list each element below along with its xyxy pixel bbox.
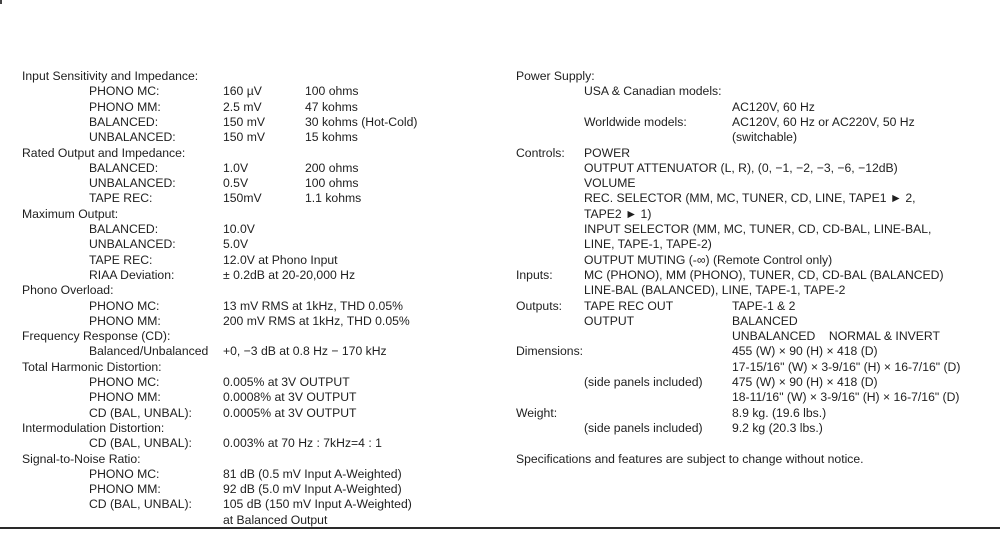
spec-heading: Total Harmonic Distortion: [22, 360, 162, 374]
spec-impedance: 47 kohms [305, 100, 358, 114]
spec-line: Dimensions: [516, 344, 584, 358]
spec-value: 92 dB (5.0 mV Input A-Weighted) [223, 482, 402, 496]
spec-value: 150 mV [223, 130, 266, 144]
spec-line: AC120V, 60 Hz [732, 100, 815, 114]
spec-heading: Input Sensitivity and Impedance: [22, 69, 199, 83]
spec-line: USA & Canadian models: [584, 84, 722, 98]
spec-value: 0.0008% at 3V OUTPUT [223, 390, 357, 404]
spec-line: Weight: [516, 406, 558, 420]
spec-heading: Signal-to-Noise Ratio: [22, 452, 141, 466]
spec-line: BALANCED [732, 314, 798, 328]
spec-line: OUTPUT ATTENUATOR (L, R), (0, −1, −2, −3, −6, −12dB) [584, 161, 898, 175]
spec-impedance: 30 kohms (Hot-Cold) [305, 115, 418, 129]
spec-impedance: 1.1 kohms [305, 191, 362, 205]
spec-value: +0, −3 dB at 0.8 Hz − 170 kHz [223, 344, 387, 358]
spec-heading: Frequency Response (CD): [22, 329, 171, 343]
spec-line: 475 (W) × 90 (H) × 418 (D) [732, 375, 878, 389]
spec-value: 2.5 mV [223, 100, 262, 114]
spec-line: UNBALANCED NORMAL & INVERT [732, 329, 940, 343]
spec-line: POWER [584, 146, 631, 160]
spec-value: 105 dB (150 mV Input A-Weighted) [223, 497, 412, 511]
spec-line: 17-15/16" (W) × 3-9/16" (H) × 16-7/16" (D) [732, 360, 961, 374]
spec-heading: Maximum Output: [22, 207, 119, 221]
spec-value: 10.0V [223, 222, 255, 236]
corner-mark [0, 0, 2, 4]
spec-value: 1.0V [223, 161, 249, 175]
spec-label: PHONO MC: [89, 467, 160, 481]
bottom-rule [0, 527, 1000, 529]
spec-value: ± 0.2dB at 20-20,000 Hz [223, 268, 356, 282]
spec-line: 18-11/16" (W) × 3-9/16" (H) × 16-7/16" (D) [732, 390, 960, 404]
spec-line: (side panels included) [584, 421, 703, 435]
spec-label: BALANCED: [89, 115, 159, 129]
spec-line: Controls: [516, 146, 565, 160]
spec-line: 8.9 kg. (19.6 lbs.) [732, 406, 827, 420]
spec-label: PHONO MC: [89, 84, 160, 98]
spec-line: AC120V, 60 Hz or AC220V, 50 Hz [732, 115, 915, 129]
spec-line: MC (PHONO), MM (PHONO), TUNER, CD, CD-BAL (BALANCED) [584, 268, 944, 282]
spec-value: 12.0V at Phono Input [223, 253, 338, 267]
spec-line: (switchable) [732, 130, 798, 144]
spec-label: BALANCED: [89, 161, 159, 175]
spec-line: LINE, TAPE-1, TAPE-2) [584, 237, 712, 251]
spec-line: Inputs: [516, 268, 553, 282]
spec-value: 0.003% at 70 Hz : 7kHz=4 : 1 [223, 436, 382, 450]
spec-label: PHONO MM: [89, 482, 161, 496]
spec-value: 0.005% at 3V OUTPUT [223, 375, 350, 389]
spec-heading: Rated Output and Impedance: [22, 146, 186, 160]
spec-label: TAPE REC: [89, 253, 153, 267]
spec-line: OUTPUT MUTING (-∞) (Remote Control only) [584, 253, 833, 267]
spec-label: CD (BAL, UNBAL): [89, 436, 192, 450]
spec-line: INPUT SELECTOR (MM, MC, TUNER, CD, CD-BAL, LINE-BAL, [584, 222, 932, 236]
spec-line: Specifications and features are subject to change without notice. [516, 452, 864, 466]
spec-value: 0.5V [223, 176, 249, 190]
spec-label: UNBALANCED: [89, 237, 176, 251]
spec-line: 9.2 kg (20.3 lbs.) [732, 421, 823, 435]
spec-label: PHONO MM: [89, 100, 161, 114]
spec-label: PHONO MM: [89, 314, 161, 328]
spec-label: TAPE REC: [89, 191, 153, 205]
spec-value: at Balanced Output [223, 513, 328, 527]
spec-label: PHONO MC: [89, 299, 160, 313]
spec-value: 5.0V [223, 237, 249, 251]
spec-label: CD (BAL, UNBAL): [89, 406, 192, 420]
spec-value: 13 mV RMS at 1kHz, THD 0.05% [223, 299, 403, 313]
spec-line: VOLUME [584, 176, 636, 190]
spec-label: BALANCED: [89, 222, 159, 236]
spec-line: Power Supply: [516, 69, 595, 83]
spec-label: UNBALANCED: [89, 176, 176, 190]
spec-label: RIAA Deviation: [89, 268, 175, 282]
spec-line: TAPE-1 & 2 [732, 299, 796, 313]
spec-value: 150mV [223, 191, 262, 205]
spec-impedance: 100 ohms [305, 84, 359, 98]
spec-value: 81 dB (0.5 mV Input A-Weighted) [223, 467, 402, 481]
spec-line: Outputs: [516, 299, 563, 313]
spec-value: 200 mV RMS at 1kHz, THD 0.05% [223, 314, 410, 328]
spec-label: CD (BAL, UNBAL): [89, 497, 192, 511]
spec-line: TAPE2 ► 1) [584, 207, 652, 221]
spec-line: LINE-BAL (BALANCED), LINE, TAPE-1, TAPE-2 [584, 283, 846, 297]
spec-impedance: 15 kohms [305, 130, 358, 144]
spec-line: Worldwide models: [584, 115, 687, 129]
spec-impedance: 200 ohms [305, 161, 359, 175]
spec-label: UNBALANCED: [89, 130, 176, 144]
spec-line: (side panels included) [584, 375, 703, 389]
spec-label: PHONO MM: [89, 390, 161, 404]
spec-label: PHONO MC: [89, 375, 160, 389]
spec-impedance: 100 ohms [305, 176, 359, 190]
spec-heading: Intermodulation Distortion: [22, 421, 165, 435]
spec-value: 160 µV [223, 84, 262, 98]
spec-heading: Phono Overload: [22, 283, 114, 297]
spec-label: Balanced/Unbalanced [89, 344, 209, 358]
spec-line: REC. SELECTOR (MM, MC, TUNER, CD, LINE, TAPE1 ► 2, [584, 191, 916, 205]
spec-line: 455 (W) × 90 (H) × 418 (D) [732, 344, 878, 358]
spec-value: 0.0005% at 3V OUTPUT [223, 406, 357, 420]
spec-value: 150 mV [223, 115, 266, 129]
spec-line: TAPE REC OUT [584, 299, 674, 313]
spec-line: OUTPUT [584, 314, 635, 328]
